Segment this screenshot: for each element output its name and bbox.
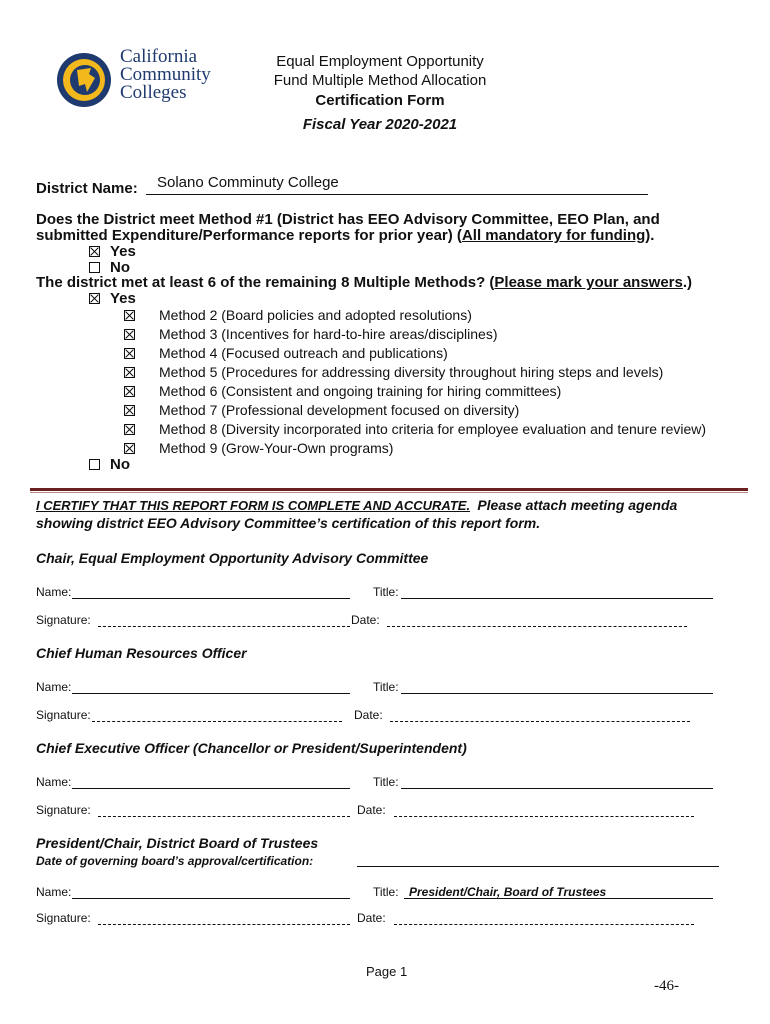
remaining-yes[interactable]: Yes: [89, 290, 136, 307]
district-label: District Name:: [36, 180, 138, 197]
chair-signature-label: Signature:: [36, 613, 91, 627]
hr-date-field[interactable]: [390, 721, 690, 722]
ceo-date-label: Date:: [357, 803, 386, 817]
hr-name-field[interactable]: [72, 693, 350, 694]
method-9[interactable]: Method 9 (Grow-Your-Own programs): [124, 440, 393, 456]
checkbox-checked-icon: [124, 405, 135, 416]
chair-name-field[interactable]: [72, 598, 350, 599]
board-approval-date-field[interactable]: [357, 866, 719, 867]
checkbox-checked-icon: [124, 329, 135, 340]
section-hr: Chief Human Resources Officer: [36, 645, 247, 661]
board-signature-field[interactable]: [98, 924, 350, 925]
chair-name-label: Name:: [36, 585, 72, 599]
header-line2: Fund Multiple Method Allocation: [273, 72, 487, 89]
checkbox-checked-icon: [124, 310, 135, 321]
section-divider-thin: [30, 492, 748, 493]
chair-date-label: Date:: [351, 613, 380, 627]
certify-line2: showing district EEO Advisory Committee’s certification of this report form.: [36, 515, 541, 531]
method-5[interactable]: Method 5 (Procedures for addressing diversity throughout hiring steps and levels): [124, 364, 663, 380]
ceo-title-label: Title:: [373, 775, 399, 789]
board-name-field[interactable]: [72, 898, 350, 899]
ceo-date-field[interactable]: [394, 816, 694, 817]
district-line: [146, 194, 648, 195]
board-date-label: Date:: [357, 911, 386, 925]
method-6[interactable]: Method 6 (Consistent and ongoing training for hiring committees): [124, 383, 561, 399]
section-ceo: Chief Executive Officer (Chancellor or President/Superintendent): [36, 740, 467, 756]
checkbox-checked-icon: [89, 246, 100, 257]
board-title-label: Title:: [373, 885, 399, 899]
page-label: Page 1: [366, 964, 408, 979]
method1-question-b: submitted Expenditure/Performance reports for prior year) (All mandatory for funding).: [36, 227, 655, 244]
method-7[interactable]: Method 7 (Professional development focused on diversity): [124, 402, 519, 418]
checkbox-checked-icon: [124, 386, 135, 397]
remaining-question: The district met at least 6 of the remaining 8 Multiple Methods? (Please mark your answers.): [36, 274, 693, 291]
hr-signature-label: Signature:: [36, 708, 91, 722]
section-divider: [30, 488, 748, 491]
checkbox-checked-icon: [124, 367, 135, 378]
ceo-name-field[interactable]: [72, 788, 350, 789]
header-line3: Certification Form: [315, 92, 445, 109]
checkbox-empty-icon: [89, 262, 100, 273]
hr-signature-field[interactable]: [92, 721, 342, 722]
hr-title-label: Title:: [373, 680, 399, 694]
remaining-no[interactable]: No: [89, 456, 130, 473]
section-chair-eeo: Chair, Equal Employment Opportunity Advisory Committee: [36, 550, 429, 566]
page-number: -46-: [654, 978, 679, 994]
board-signature-label: Signature:: [36, 911, 91, 925]
ccc-logo-icon: [55, 48, 113, 112]
method1-no[interactable]: No: [89, 259, 130, 276]
ceo-signature-field[interactable]: [98, 816, 350, 817]
board-date-field[interactable]: [394, 924, 694, 925]
checkbox-empty-icon: [89, 459, 100, 470]
logo-text: California Community Colleges: [120, 46, 211, 103]
method1-yes[interactable]: Yes: [89, 243, 136, 260]
ccc-logo: [55, 48, 225, 112]
chair-title-field[interactable]: [401, 598, 713, 599]
hr-name-label: Name:: [36, 680, 72, 694]
chair-signature-field[interactable]: [98, 626, 350, 627]
hr-title-field[interactable]: [401, 693, 713, 694]
hr-date-label: Date:: [354, 708, 383, 722]
ceo-name-label: Name:: [36, 775, 72, 789]
ceo-title-field[interactable]: [401, 788, 713, 789]
board-approval-date-label: Date of governing board’s approval/certification:: [36, 854, 314, 868]
method-3[interactable]: Method 3 (Incentives for hard-to-hire areas/disciplines): [124, 326, 498, 342]
method-8[interactable]: Method 8 (Diversity incorporated into criteria for employee evaluation and tenure review): [124, 421, 706, 437]
header-fiscal-year: Fiscal Year 2020-2021: [302, 116, 458, 133]
header-line1: Equal Employment Opportunity: [276, 53, 484, 70]
district-field[interactable]: Solano Comminuty College: [157, 174, 339, 191]
board-title-field[interactable]: President/Chair, Board of Trustees: [409, 885, 607, 899]
section-board: President/Chair, District Board of Trustees: [36, 835, 319, 851]
checkbox-checked-icon: [124, 348, 135, 359]
checkbox-checked-icon: [89, 293, 100, 304]
board-name-label: Name:: [36, 885, 72, 899]
method-2[interactable]: Method 2 (Board policies and adopted resolutions): [124, 307, 472, 323]
checkbox-checked-icon: [124, 424, 135, 435]
method1-question-a: Does the District meet Method #1 (District has EEO Advisory Committee, EEO Plan, and: [36, 211, 660, 228]
method-4[interactable]: Method 4 (Focused outreach and publications): [124, 345, 448, 361]
ceo-signature-label: Signature:: [36, 803, 91, 817]
checkbox-checked-icon: [124, 443, 135, 454]
chair-date-field[interactable]: [387, 626, 687, 627]
certify-line1: I CERTIFY THAT THIS REPORT FORM IS COMPLETE AND ACCURATE. Please attach meeting agenda: [36, 497, 678, 513]
chair-title-label: Title:: [373, 585, 399, 599]
